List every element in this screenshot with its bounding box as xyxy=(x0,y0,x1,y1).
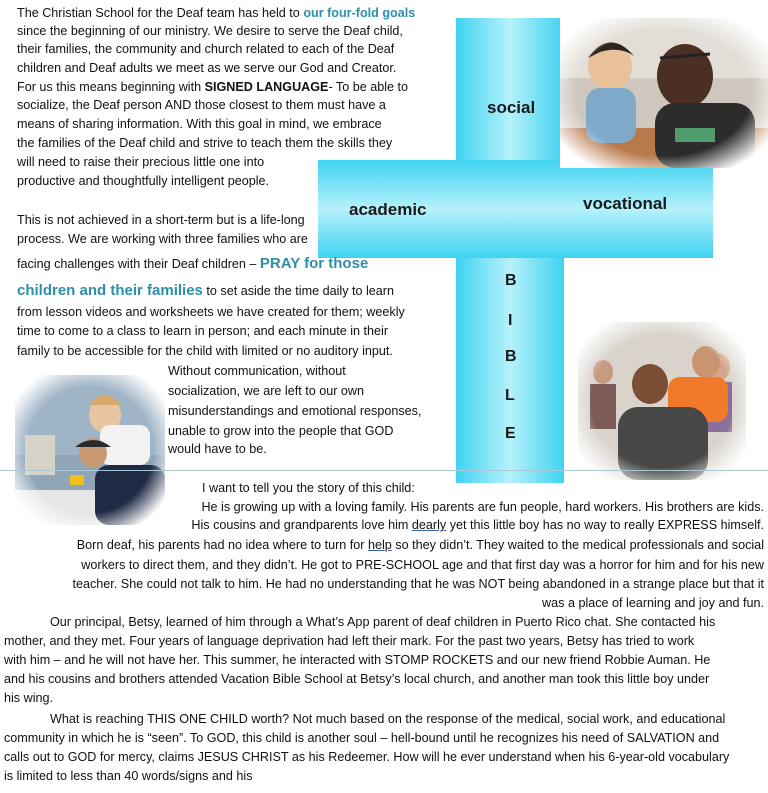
principal-line: with him – and he will not have her. This summer, he interacted with STOMP ROCKETS and our new friend Robbie Auman. He xyxy=(4,653,711,667)
section-divider xyxy=(0,470,768,471)
story-line: workers to direct them, and they didn’t. He got to PRE-SCHOOL age and that first day was a horror for him and for his new xyxy=(81,558,764,572)
para2-line: time to come to a class to learn in person; and each minute in their xyxy=(17,324,389,338)
principal-line: his wing. xyxy=(4,691,53,705)
intro-line: socialize, the Deaf person AND those closest to them must have a xyxy=(17,98,386,112)
intro-text: For us this means beginning with xyxy=(17,80,205,94)
worth-line: calls out to GOD for mercy, claims JESUS CHRIST as his Redeemer. How will he ever understand when his 6-year-old vocabulary xyxy=(4,750,730,764)
para2-line: from lesson videos and worksheets we have created for them; weekly xyxy=(17,305,405,319)
intro-line: children and Deaf adults we meet as we serve our God and Creator. xyxy=(17,61,397,75)
story-line xyxy=(191,517,764,534)
intro-line: since the beginning of our ministry. We desire to serve the Deaf child, xyxy=(17,24,403,38)
cross-bible-letter: E xyxy=(505,425,516,442)
pray-highlight: PRAY for those xyxy=(259,255,369,272)
intro-line: means of sharing information. With this goal in mind, we embrace xyxy=(17,117,382,131)
cross-label-academic: academic xyxy=(349,200,427,219)
para2-line: socialization, we are left to our own xyxy=(168,384,365,398)
signed-language-highlight: SIGNED LANGUAGE xyxy=(204,80,329,94)
para2-line: misunderstandings and emotional responses, xyxy=(168,404,422,418)
help-word: help xyxy=(367,538,392,552)
story-text: Born deaf, his parents had no idea where to turn for xyxy=(76,538,368,552)
principal-line: Our principal, Betsy, learned of him through a What’s App parent of deaf children in Puerto Rico chat. She contacted his xyxy=(50,615,716,629)
worth-line: is limited to less than 40 words/signs and his xyxy=(4,769,253,783)
worth-line: community in which he is “seen”. To GOD, this child is another soul – hell-bound until he recognizes his need of SALVATION and xyxy=(4,731,720,745)
story-text: so they didn’t. They waited to the medical professionals and social xyxy=(391,538,764,552)
photo-man-carrying-child xyxy=(578,322,746,480)
para2-text: facing challenges with their Deaf children – xyxy=(17,257,260,271)
para2-line: unable to grow into the people that GOD xyxy=(168,424,394,438)
para2-line xyxy=(17,255,368,273)
intro-line xyxy=(17,79,408,96)
cross-label-vocational: vocational xyxy=(583,194,668,213)
intro-text: - To be able to xyxy=(328,80,409,94)
cross-label-social: social xyxy=(487,98,536,117)
worth-line: What is reaching THIS ONE CHILD worth? Not much based on the response of the medical, social work, and educational xyxy=(50,712,726,726)
story-text: His cousins and grandparents love him xyxy=(191,518,412,532)
para2-line: This is not achieved in a short-term but is a life-long xyxy=(17,213,305,227)
para2-line xyxy=(17,282,394,300)
story-line: teacher. She could not talk to him. He had no understanding that he was NOT being abandoned in a strange place but that it xyxy=(72,577,764,591)
cross-bible-letter: B xyxy=(505,348,517,365)
intro-line xyxy=(17,5,415,22)
four-fold-goals-highlight: our four-fold goals xyxy=(303,6,416,20)
intro-line: will need to raise their precious little one into xyxy=(17,155,265,169)
story-line: He is growing up with a loving family. His parents are fun people, hard workers. His brothers are kids. xyxy=(201,500,764,514)
intro-line: productive and thoughtfully intelligent people. xyxy=(17,174,270,188)
story-line: was a place of learning and joy and fun. xyxy=(542,596,764,610)
story-line xyxy=(77,537,764,554)
para2-line: process. We are working with three families who are xyxy=(17,232,308,246)
story-text: yet this little boy has no way to really EXPRESS himself. xyxy=(446,518,764,532)
intro-text: The Christian School for the Deaf team has held to xyxy=(17,6,304,20)
intro-line: the families of the Deaf child and strive to teach them the skills they xyxy=(17,136,393,150)
para2-line: family to be accessible for the child with limited or no auditory input. xyxy=(17,344,393,358)
photo-man-and-baby xyxy=(560,18,768,168)
para2-line: would have to be. xyxy=(168,442,267,456)
photo-handwashing xyxy=(15,375,165,525)
para2-line: Without communication, without xyxy=(168,364,346,378)
families-highlight: children and their families xyxy=(17,282,203,299)
principal-line: mother, and they met. Four years of language deprivation had left their mark. For the past two years, Betsy has tried to work xyxy=(4,634,695,648)
cross-bible-letter: I xyxy=(508,312,513,329)
para2-text: to set aside the time daily to learn xyxy=(202,284,394,298)
story-line: I want to tell you the story of this child: xyxy=(202,481,415,495)
dearly-word: dearly xyxy=(411,518,447,532)
intro-line: their families, the community and church related to each of the Deaf xyxy=(17,42,395,56)
cross-bible-letter: B xyxy=(505,272,517,289)
cross-bible-letter: L xyxy=(505,387,515,404)
principal-line: and his cousins and brothers attended Vacation Bible School at Betsy’s local church, and another man took this little boy under xyxy=(4,672,710,686)
